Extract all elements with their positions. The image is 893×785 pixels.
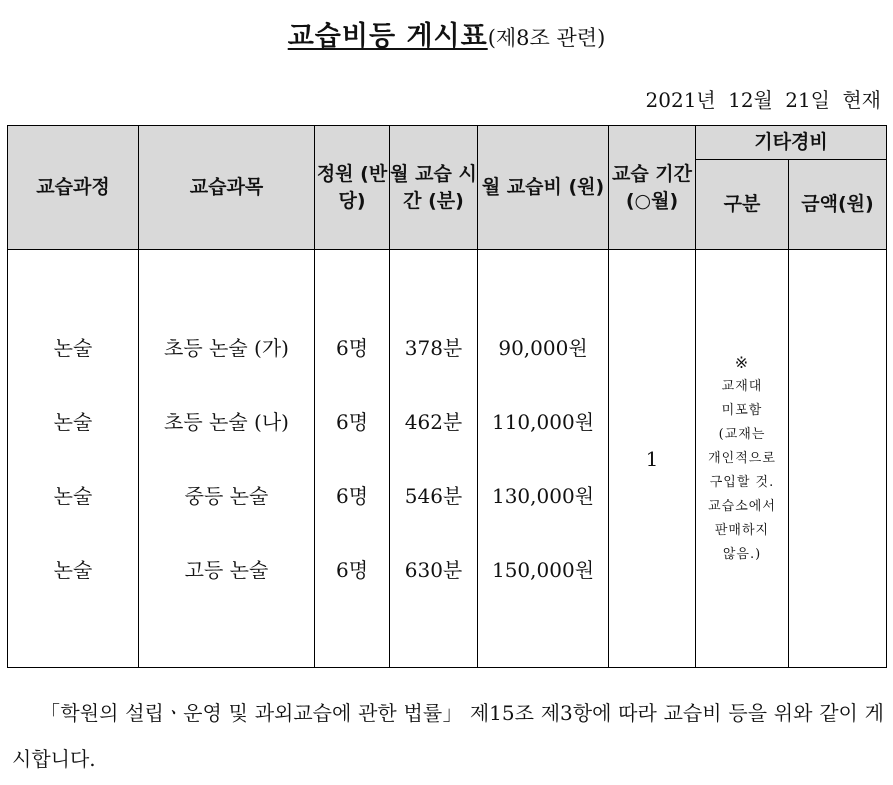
note-line: 구입할 것.	[709, 474, 775, 490]
period-cell: 1	[609, 250, 696, 668]
capacity-cell: 6명	[335, 409, 369, 434]
note-line: 미포함	[721, 402, 763, 418]
header-other-costs: 기타경비	[696, 126, 887, 160]
course-cell: 논술	[53, 335, 93, 360]
date-line: 2021년 12월 21일 현재	[645, 88, 881, 112]
note-line: 개인적으로	[708, 450, 776, 466]
title-main: 교습비등 게시표	[287, 21, 488, 52]
course-cell: 논술	[53, 483, 93, 508]
note-line: 판매하지	[714, 522, 770, 538]
header-capacity: 정원 (반당)	[315, 126, 390, 250]
subject-cell: 초등 논술 (가)	[164, 335, 289, 360]
header-monthly-time: 월 교습 시간 (분)	[390, 126, 478, 250]
document-title	[0, 14, 893, 53]
note-line: 교습소에서	[708, 498, 776, 514]
subject-column	[139, 250, 315, 668]
subject-cell: 중등 논술	[184, 483, 269, 508]
note-line: 교재대	[721, 378, 763, 394]
subject-cell: 고등 논술	[184, 557, 269, 582]
other-amount-cell	[789, 250, 887, 668]
fee-cell: 90,000원	[498, 335, 588, 360]
capacity-cell: 6명	[335, 335, 369, 360]
fee-column	[478, 250, 609, 668]
note-line: (교재는	[718, 426, 766, 442]
title-sub: (제8조 관련)	[487, 26, 606, 50]
capacity-column	[315, 250, 390, 668]
header-other-amount: 금액(원)	[789, 160, 887, 250]
fee-cell: 110,000원	[491, 409, 595, 434]
header-other-type: 구분	[696, 160, 789, 250]
fee-cell: 130,000원	[491, 483, 595, 508]
header-course: 교습과정	[8, 126, 139, 250]
capacity-cell: 6명	[335, 557, 369, 582]
note-line: 않음.)	[722, 546, 762, 562]
fee-cell: 150,000원	[491, 557, 595, 582]
time-cell: 462분	[404, 409, 463, 434]
footer-statement: 「학원의 설립ㆍ운영 및 과외교습에 관한 법률」 제15조 제3항에 따라 교습비 등을 위와 같이 게시합니다.	[12, 701, 884, 771]
course-cell: 논술	[53, 557, 93, 582]
capacity-cell: 6명	[335, 483, 369, 508]
subject-cell: 초등 논술 (나)	[164, 409, 289, 434]
time-cell: 378분	[404, 335, 463, 360]
time-cell: 630분	[404, 557, 463, 582]
course-column	[8, 250, 139, 668]
other-type-note	[696, 250, 789, 668]
time-column	[390, 250, 478, 668]
fee-table	[7, 125, 887, 668]
course-cell: 논술	[53, 409, 93, 434]
header-period: 교습 기간 (○월)	[609, 126, 696, 250]
note-mark: ※	[734, 352, 750, 372]
header-subject: 교습과목	[139, 126, 315, 250]
time-cell: 546분	[404, 483, 463, 508]
header-monthly-fee: 월 교습비 (원)	[478, 126, 609, 250]
